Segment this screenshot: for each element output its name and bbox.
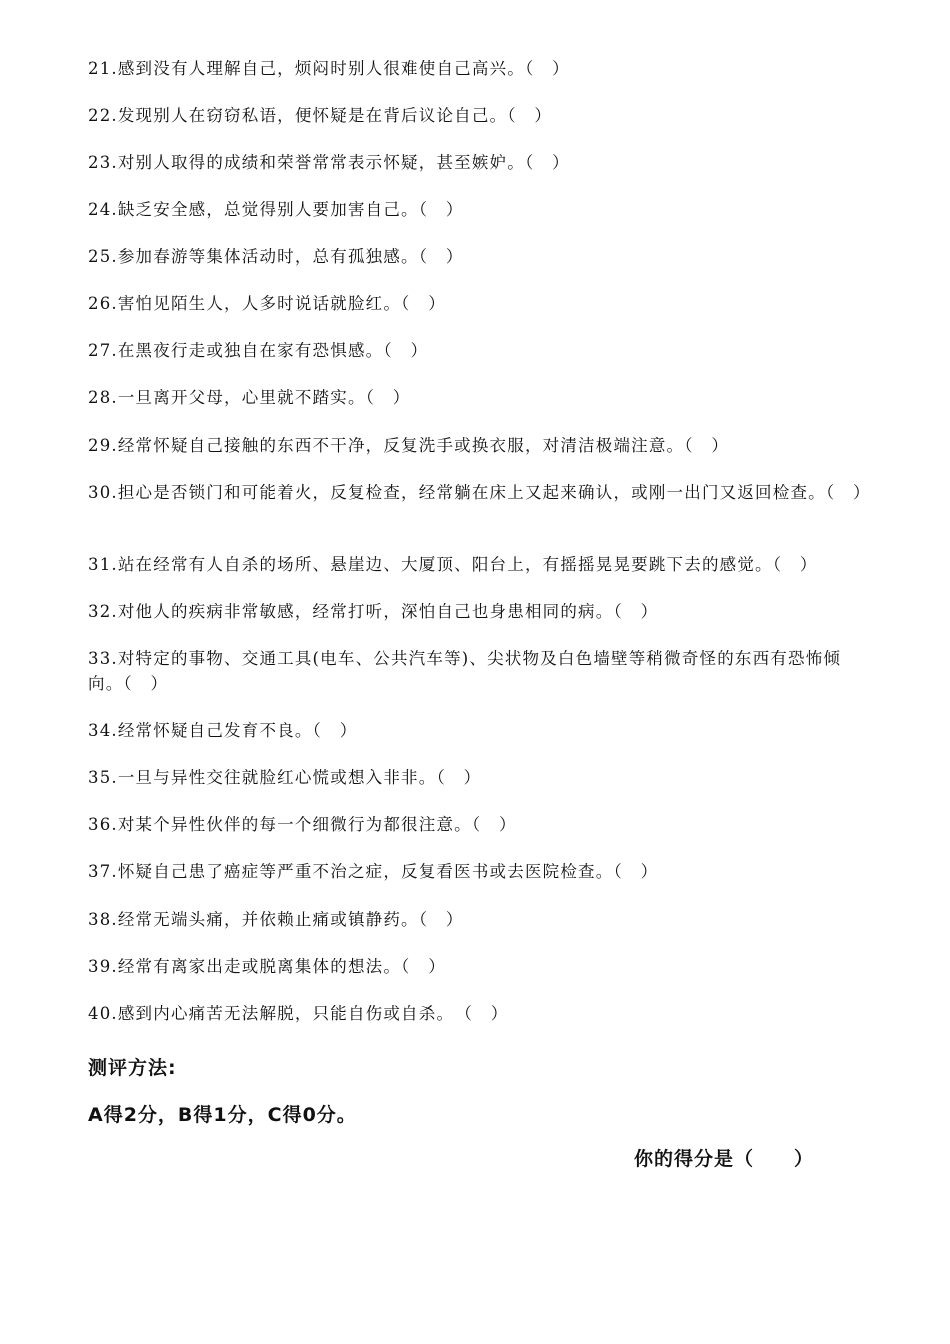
question-26: 26.害怕见陌生人，人多时说话就脸红。（ ） — [88, 294, 446, 313]
question-21: 21.感到没有人理解自己，烦闷时别人很难使自己高兴。（ ） — [88, 59, 570, 78]
question-27: 27.在黑夜行走或独自在家有恐惧感。（ ） — [88, 341, 429, 360]
question-38: 38.经常无端头痛，并依赖止痛或镇静药。（ ） — [88, 910, 464, 929]
question-25: 25.参加春游等集体活动时，总有孤独感。（ ） — [88, 247, 464, 266]
question-34: 34.经常怀疑自己发育不良。（ ） — [88, 721, 358, 740]
document-page — [88, 0, 871, 1344]
question-35: 35.一旦与异性交往就脸红心慌或想入非非。（ ） — [88, 768, 482, 787]
question-28: 28.一旦离开父母，心里就不踏实。（ ） — [88, 388, 411, 407]
question-23: 23.对别人取得的成绩和荣誉常常表示怀疑，甚至嫉妒。（ ） — [88, 153, 570, 172]
question-31: 31.站在经常有人自杀的场所、悬崖边、大厦顶、阳台上，有摇摇晃晃要跳下去的感觉。（ ） — [88, 555, 818, 574]
question-40: 40.感到内心痛苦无法解脱，只能自伤或自杀。 （ ） — [88, 1004, 509, 1023]
evaluation-title: 测评方法: — [88, 1057, 177, 1079]
scoring-rule: A得2分，B得1分，C得0分。 — [88, 1104, 357, 1126]
question-37: 37.怀疑自己患了癌症等严重不治之症，反复看医书或去医院检查。（ ） — [88, 862, 659, 881]
question-36: 36.对某个异性伙伴的每一个细微行为都很注意。（ ） — [88, 815, 517, 834]
question-30: 30.担心是否锁门和可能着火，反复检查，经常躺在床上又起来确认，或刚一出门又返回检查。（ ） — [88, 483, 871, 502]
question-33: 33.对特定的事物、交通工具(电车、公共汽车等)、尖状物及白色墙壁等稍微奇怪的东西有恐怖倾向。（ ） — [88, 649, 842, 693]
question-32: 32.对他人的疾病非常敏感，经常打听，深怕自己也身患相同的病。（ ） — [88, 602, 659, 621]
question-22: 22.发现别人在窃窃私语，便怀疑是在背后议论自己。（ ） — [88, 106, 553, 125]
question-29: 29.经常怀疑自己接触的东西不干净，反复洗手或换衣服，对清洁极端注意。（ ） — [88, 436, 730, 455]
question-24: 24.缺乏安全感，总觉得别人要加害自己。（ ） — [88, 200, 464, 219]
question-39: 39.经常有离家出走或脱离集体的想法。（ ） — [88, 957, 446, 976]
your-score-line: 你的得分是（ ） — [634, 1148, 815, 1170]
